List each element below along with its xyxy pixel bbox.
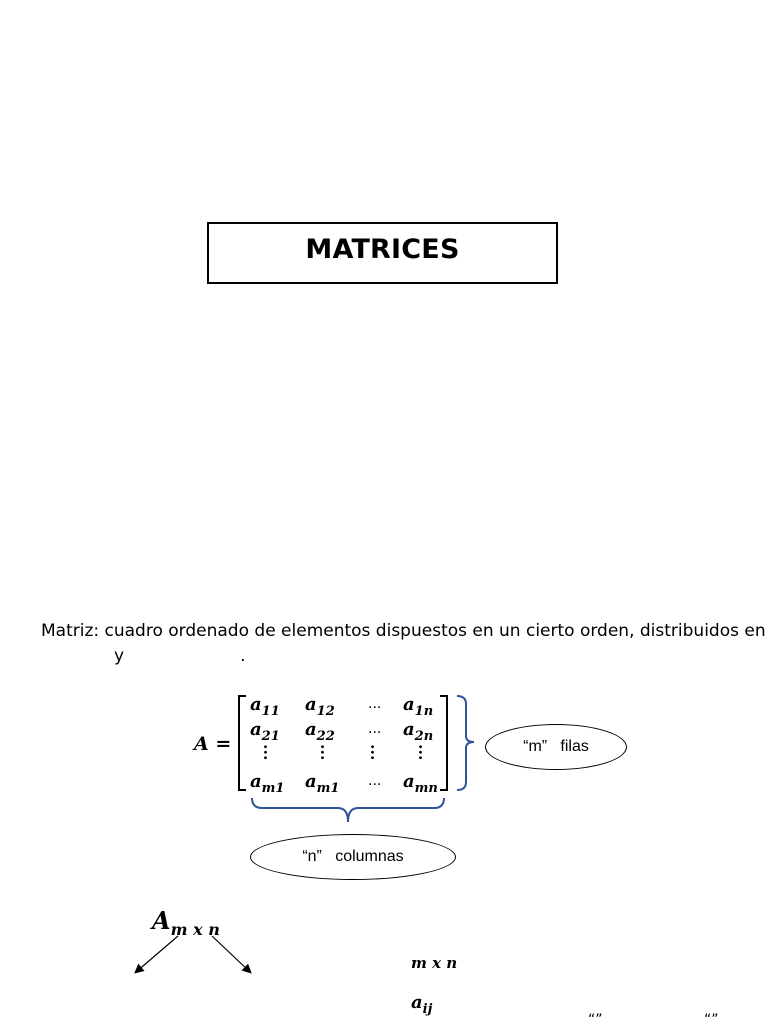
- matrix-vdots: [419, 744, 422, 760]
- columns-label-ellipse: [250, 834, 456, 880]
- notation-base: A: [152, 906, 171, 935]
- matrix-vdots: [321, 744, 324, 760]
- definition-line-1: Matriz: cuadro ordenado de elementos dispuestos en un cierto orden, distribuidos en: [41, 621, 766, 641]
- matrix-hdots: ...: [368, 721, 382, 737]
- matrix-element: $a_{2n}$: [403, 719, 434, 744]
- notation-sub: m x n: [170, 920, 220, 939]
- quote-marks-1: “”: [588, 1012, 603, 1028]
- matrix-notation: [152, 906, 220, 939]
- rows-label-ellipse: [485, 724, 627, 770]
- rows-label: “m” filas: [523, 738, 589, 755]
- matrix-element: $a_{21}$: [250, 719, 280, 744]
- matrix-element: $a_{12}$: [305, 694, 335, 719]
- definition-line-2: [114, 646, 245, 666]
- matrix-vdots: [371, 744, 374, 760]
- element-sub: ij: [422, 1002, 433, 1017]
- page-title: MATRICES: [305, 233, 460, 265]
- element-label: [411, 992, 433, 1017]
- definition-period: .: [240, 646, 246, 666]
- matrix-element: $a_{22}$: [305, 719, 335, 744]
- matrix-element: $a_{m1}$: [305, 771, 340, 796]
- matrix-element: $a_{mn}$: [403, 771, 438, 796]
- matrix-element: $a_{m1}$: [250, 771, 285, 796]
- definition-word-y: y: [114, 646, 125, 666]
- quote-marks-2: “”: [704, 1012, 719, 1028]
- matrix-vdots: [264, 744, 267, 760]
- columns-label: “n” columnas: [302, 848, 404, 865]
- matrix-left-bracket: [236, 694, 248, 792]
- columns-brace: [250, 796, 446, 826]
- title-box: [207, 222, 558, 284]
- matrix-hdots: ...: [368, 773, 382, 789]
- notation-arrows: [128, 934, 258, 978]
- element-base: a: [411, 992, 423, 1013]
- matrix-element: $a_{1n}$: [403, 694, 434, 719]
- matrix-hdots: ...: [368, 696, 382, 712]
- matrix-lhs: A =: [194, 733, 232, 755]
- matrix-right-bracket: [438, 694, 450, 792]
- matrix-element: $a_{11}$: [250, 694, 280, 719]
- dimension-label: m x n: [411, 954, 458, 972]
- rows-brace: [454, 694, 476, 792]
